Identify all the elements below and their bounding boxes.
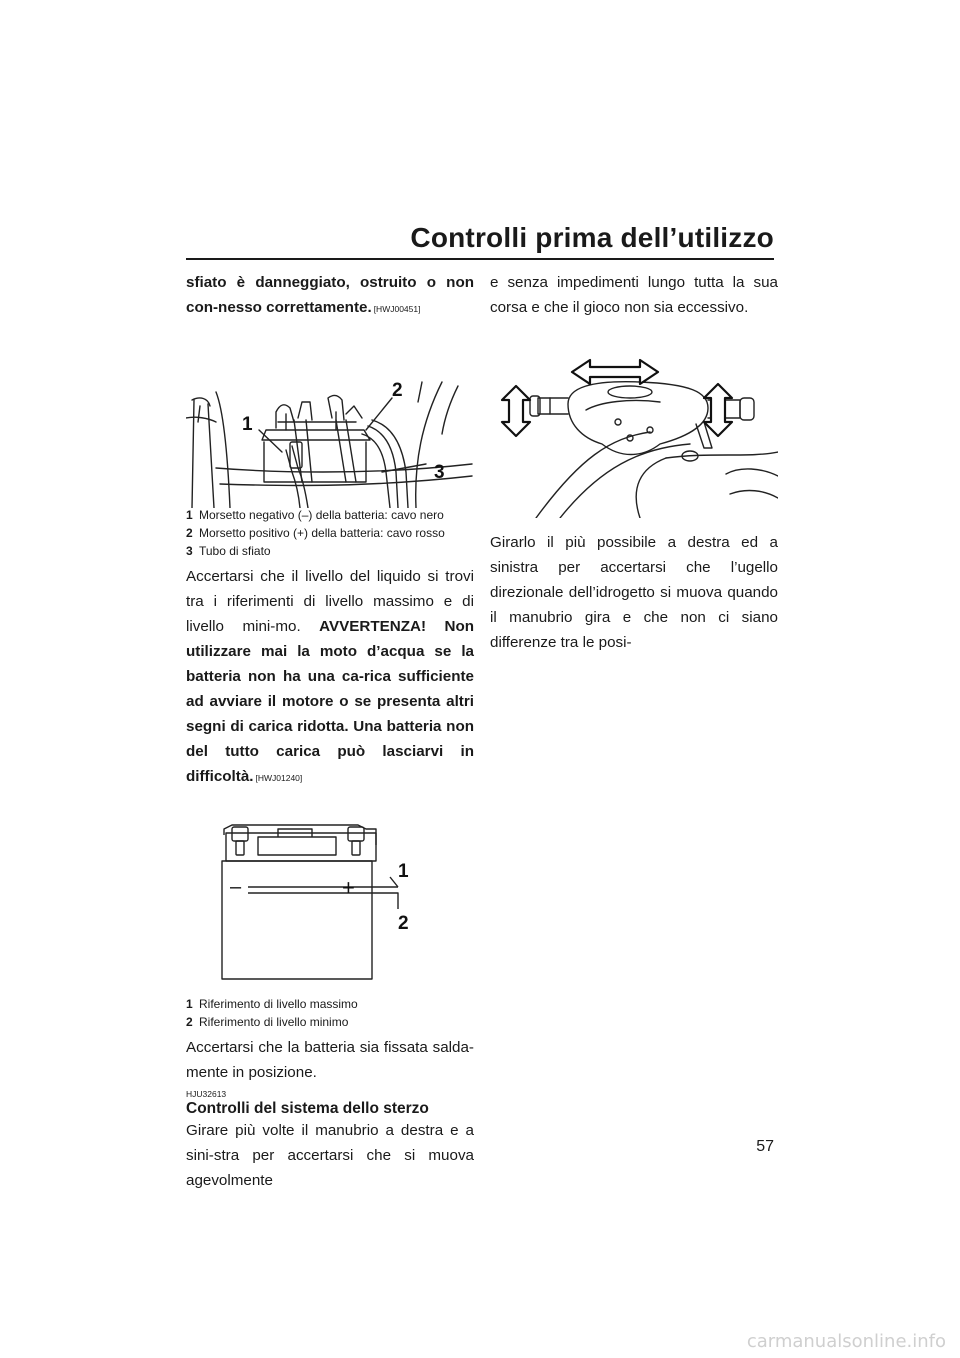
battery-level-figure (186, 797, 474, 997)
intro-paragraph (186, 270, 474, 322)
page-number: 57 (756, 1138, 774, 1155)
title-rule (186, 258, 774, 260)
warning-code: [HWJ00451] (373, 304, 421, 314)
legend-item (186, 1015, 474, 1029)
callout-2: 2 (398, 913, 409, 934)
callout-1: 1 (398, 861, 409, 882)
legend-number: 3 (186, 544, 193, 558)
figure1-legend (186, 508, 474, 558)
battery-terminals-figure (186, 322, 474, 508)
page-title: Controlli prima dell’utilizzo (410, 222, 774, 253)
legend-text: Morsetto positivo (+) della batteria: cavo rosso (199, 526, 445, 540)
legend-text: Tubo di sfiato (199, 544, 271, 558)
turning-paragraph: Girarlo il più possibile a destra ed a sinistra per accertarsi che l’ugello direzionale dell’idrogetto si muova quando il manubrio gira e che non ci siano differenze tra le posi- (490, 534, 778, 651)
callout-1: 1 (242, 414, 253, 435)
legend-number: 2 (186, 526, 193, 540)
liquid-level-text: Accertarsi che il livello del liquido si trovi tra i riferimenti di livello massimo e di livello mini-mo. (186, 568, 474, 635)
callout-2: 2 (392, 380, 403, 401)
liquid-level-paragraph (186, 564, 474, 791)
section-title: Controlli del sistema dello sterzo (186, 1100, 429, 1117)
watermark: carmanualsonline.info (746, 1331, 946, 1352)
battery-fixed-paragraph: Accertarsi che la batteria sia fissata salda-mente in posizione. (186, 1039, 474, 1081)
steering-paragraph: Girare più volte il manubrio a destra e a sini-stra per accertarsi che si muova agevolmente (186, 1122, 474, 1189)
plus-sign: + (342, 875, 355, 900)
legend-number: 2 (186, 1015, 193, 1029)
intro-text: sfiato è danneggiato, ostruito o non con-nesso correttamente. (186, 274, 474, 316)
legend-item (186, 508, 474, 522)
legend-item (186, 526, 474, 540)
steering-continued-paragraph: e senza impedimenti lungo tutta la sua corsa e che il gioco non sia eccessivo. (490, 274, 778, 316)
left-column (186, 270, 474, 1193)
warning-text: AVVERTENZA! Non utilizzare mai la moto d’acqua se la batteria non ha una ca-rica sufficiente ad avviare il motore o se presenta altri segni di carica ridotta. Una batteria non del tutto carica può lasciarvi in difficoltà. (186, 618, 474, 785)
legend-text: Morsetto negativo (–) della batteria: cavo nero (199, 508, 444, 522)
handlebar-figure (490, 348, 778, 518)
callout-3: 3 (434, 462, 445, 483)
legend-item (186, 997, 474, 1011)
legend-number: 1 (186, 508, 193, 522)
double-arrow-horizontal-icon (572, 360, 658, 384)
minus-sign: – (230, 876, 242, 898)
legend-number: 1 (186, 997, 193, 1011)
figure2-legend (186, 997, 474, 1029)
legend-item (186, 544, 474, 558)
legend-text: Riferimento di livello minimo (199, 1015, 349, 1029)
double-arrow-vertical-icon (502, 386, 530, 436)
section-code: HJU32613 (186, 1089, 227, 1099)
legend-text: Riferimento di livello massimo (199, 997, 358, 1011)
warning-code: [HWJ01240] (255, 773, 303, 783)
right-column (490, 270, 778, 655)
